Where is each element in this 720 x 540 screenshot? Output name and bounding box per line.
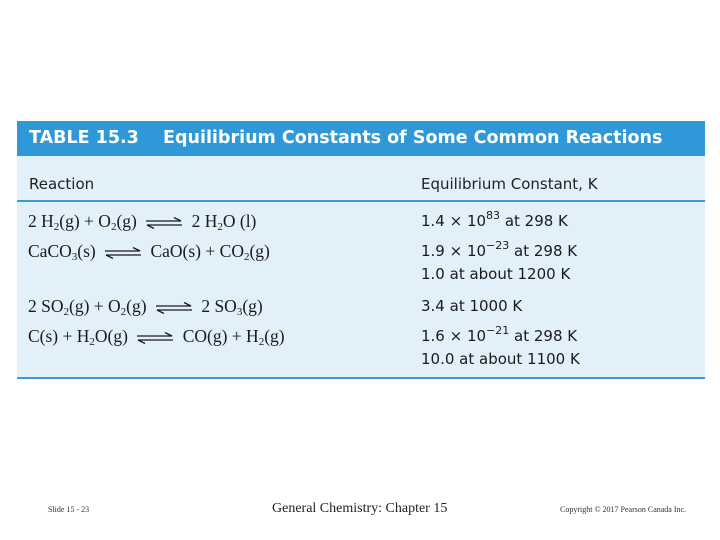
reaction-text: O <box>108 296 121 316</box>
plus-sign: + <box>93 296 104 316</box>
column-header-constant: Equilibrium Constant, K <box>421 175 598 193</box>
plus-sign: + <box>205 241 216 261</box>
phase: (g) <box>69 296 90 316</box>
k-exponent: −21 <box>486 324 510 337</box>
subscript: 2 <box>110 221 117 233</box>
constant-row-1 <box>421 209 568 233</box>
k-condition: at 298 K <box>509 327 578 345</box>
table-header <box>17 121 705 156</box>
reaction-text: 2 SO <box>28 296 64 316</box>
subscript: 2 <box>63 306 69 318</box>
reaction-row-1 <box>28 209 256 233</box>
subscript: 2 <box>258 336 265 348</box>
reaction-text: 2 H <box>191 211 218 231</box>
equilibrium-arrow-icon <box>154 302 194 314</box>
copyright-notice: Copyright © 2017 Pearson Canada Inc. <box>560 505 687 514</box>
subscript: 2 <box>217 221 223 233</box>
constant-row-4 <box>421 324 577 348</box>
k-condition: at 298 K <box>509 242 578 260</box>
reaction-row-4 <box>28 324 285 348</box>
k-value: 3.4 at 1000 K <box>421 297 523 315</box>
plus-sign: + <box>62 326 73 346</box>
constant-row-2b <box>421 262 570 286</box>
reaction-row-2 <box>28 239 270 263</box>
subscript: 3 <box>236 306 243 318</box>
reaction-text: O(g) <box>94 326 128 346</box>
k-value: 1.0 at about 1200 K <box>421 265 571 283</box>
reaction-text: CaCO <box>28 241 72 261</box>
reaction-text: H <box>246 326 259 346</box>
reaction-text: O (l) <box>222 211 257 231</box>
subscript: 3 <box>71 251 78 263</box>
k-exponent: −23 <box>486 239 510 252</box>
reaction-text: CaO(s) <box>150 241 202 261</box>
phase: (g) <box>242 296 263 316</box>
slide-number: Slide 15 - 23 <box>48 505 90 514</box>
reaction-text: CO(g) <box>182 326 228 346</box>
plus-sign: + <box>231 326 242 346</box>
subscript: 2 <box>89 336 95 348</box>
reaction-text: C(s) <box>28 326 59 346</box>
k-mantissa: 1.9 × 10 <box>421 242 487 260</box>
reaction-text: CO <box>219 241 244 261</box>
constant-row-4b <box>421 347 580 371</box>
reaction-text: 2 SO <box>201 296 237 316</box>
subscript: 2 <box>243 251 250 263</box>
phase: (g) <box>116 211 137 231</box>
phase: (g) <box>249 241 270 261</box>
equilibrium-arrow-icon <box>135 332 175 344</box>
column-headers <box>17 156 705 202</box>
k-value: 10.0 at about 1100 K <box>421 350 580 368</box>
phase: (g) <box>264 326 285 346</box>
constant-row-2 <box>421 239 577 263</box>
reaction-row-3 <box>28 294 263 318</box>
reaction-text: H <box>76 326 90 346</box>
column-header-reaction: Reaction <box>29 175 95 193</box>
k-mantissa: 1.6 × 10 <box>421 327 487 345</box>
table-number: TABLE 15.3 <box>29 128 139 148</box>
plus-sign: + <box>84 211 94 231</box>
reaction-text: 2 H <box>28 211 54 231</box>
footer-title: General Chemistry: Chapter 15 <box>272 501 448 516</box>
equilibrium-table <box>17 121 705 379</box>
equilibrium-arrow-icon <box>103 247 143 259</box>
reaction-text: O <box>98 211 111 231</box>
equilibrium-arrow-icon <box>144 217 184 229</box>
constant-row-3 <box>421 294 522 318</box>
k-mantissa: 1.4 × 10 <box>421 212 487 230</box>
phase: (g) <box>126 296 147 316</box>
k-condition: at 298 K <box>500 212 568 230</box>
subscript: 2 <box>120 306 127 318</box>
phase: (s) <box>77 241 96 261</box>
phase: (g) <box>59 211 80 231</box>
subscript: 2 <box>53 221 60 233</box>
k-exponent: 83 <box>486 209 501 222</box>
table-title: Equilibrium Constants of Some Common Reactions <box>163 128 663 148</box>
